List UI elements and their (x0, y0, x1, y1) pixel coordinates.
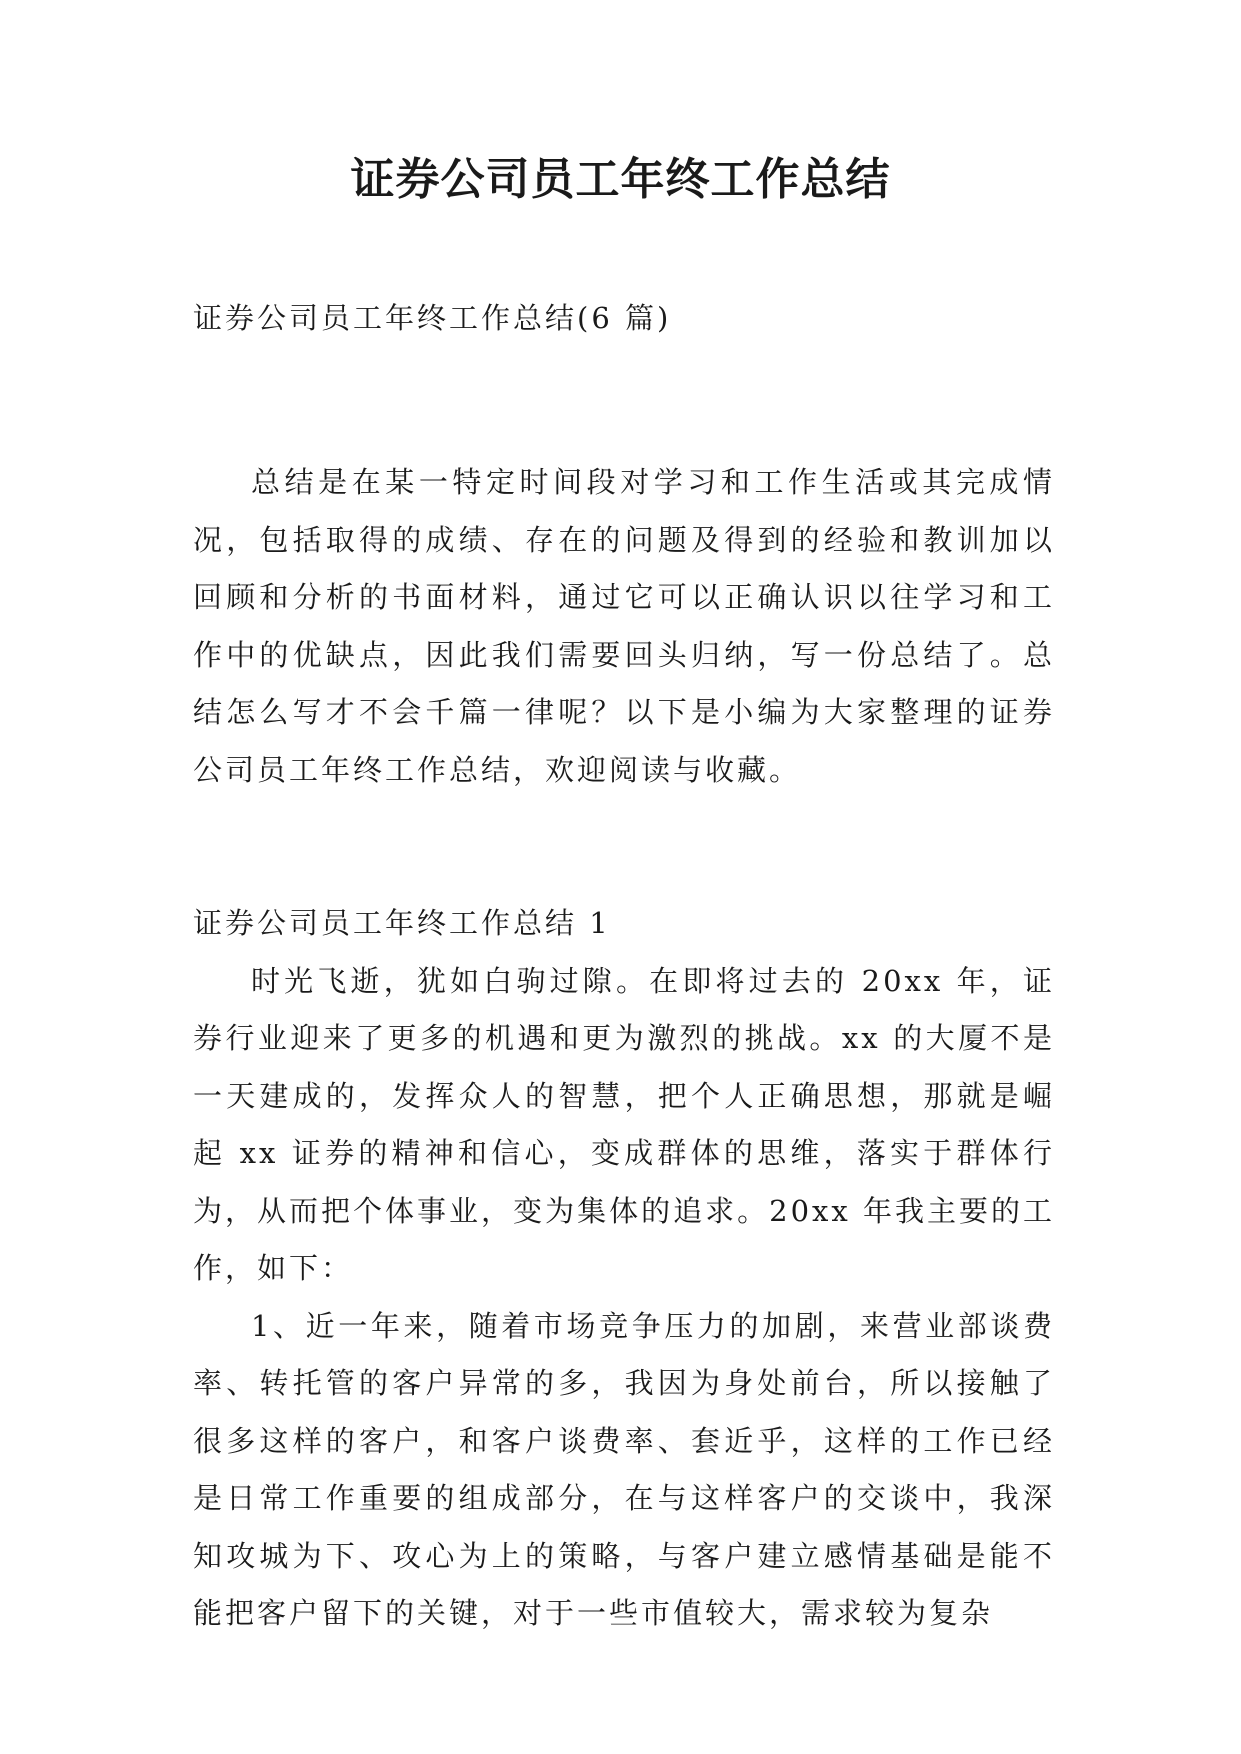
document-title: 证券公司员工年终工作总结 (350, 154, 891, 205)
section-1-heading: 证券公司员工年终工作总结 1 (193, 906, 611, 940)
spacer (193, 799, 1055, 895)
intro-paragraph: 总结是在某一特定时间段对学习和工作生活或其完成情况，包括取得的成绩、存在的问题及得到的经验和教训加以回顾和分析的书面材料，通过它可以正确认识以往学习和工作中的优缺点，因此我们需要回头归纳，写一份总结了。总结怎么写才不会千篇一律呢？以下是小编为大家整理的证券公司员工年终工作总结，欢迎阅读与收藏。 (193, 465, 1055, 787)
section-1-paragraph-1: 时光飞逝，犹如白驹过隙。在即将过去的 20xx 年，证券行业迎来了更多的机遇和更为激烈的挑战。xx 的大厦不是一天建成的，发挥众人的智慧，把个人正确思想，那就是崛起 xx 证券的精神和信心，变成群体的思维，落实于群体行为，从而把个体事业，变为集体的追求。20xx 年我主要的工作，如下： (193, 963, 1055, 1285)
section-1-paragraph-2: 1、近一年来，随着市场竞争压力的加剧，来营业部谈费率、转托管的客户异常的多，我因为身处前台，所以接触了很多这样的客户，和客户谈费率、套近乎，这样的工作已经是日常工作重要的组成部分，在与这样客户的交谈中，我深知攻城为下、攻心为上的策略，与客户建立感情基础是能不能把客户留下的关键，对于一些市值较大，需求较为复杂 (193, 1308, 1055, 1630)
document-body (193, 290, 1055, 1643)
document-subtitle: 证券公司员工年终工作总结(6 篇) (193, 301, 672, 335)
spacer (193, 346, 1055, 454)
